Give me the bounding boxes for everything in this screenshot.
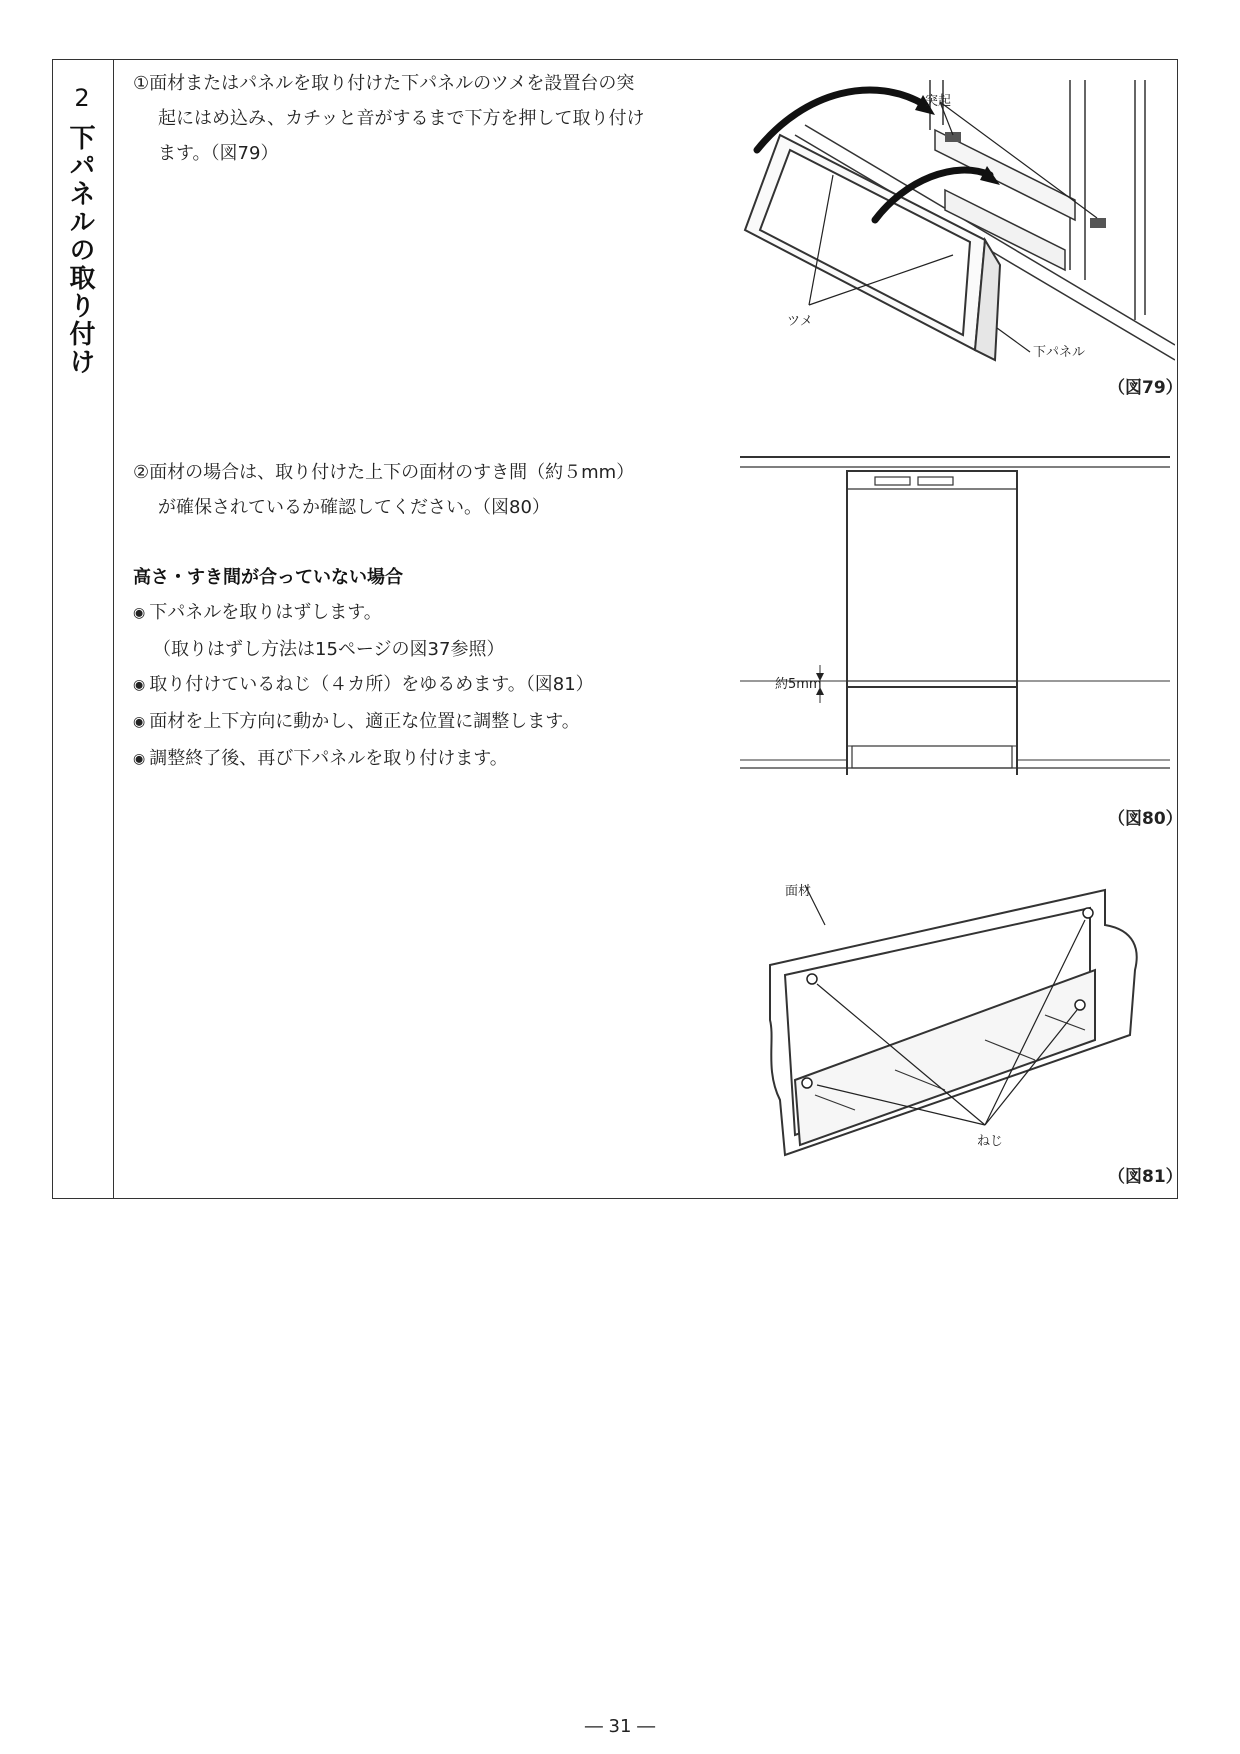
step-number: 2 bbox=[74, 84, 90, 112]
fig79-label-lower-panel: 下パネル bbox=[1033, 345, 1086, 360]
para2-line1: ②面材の場合は、取り付けた上下の面材のすき間（約５mm） bbox=[133, 462, 635, 483]
fig79-caption: （図79） bbox=[1108, 378, 1183, 398]
figure-81 bbox=[765, 880, 1145, 1165]
mismatch-item: ◉ 調整終了後、再び下パネルを取り付けます。 bbox=[133, 741, 594, 778]
mismatch-heading: 高さ・すき間が合っていない場合 bbox=[133, 567, 403, 588]
para2 bbox=[133, 455, 634, 525]
para1-line1: ①面材またはパネルを取り付けた下パネルのツメを設置台の突 bbox=[133, 73, 635, 94]
fig80-label-gap: 約5mm bbox=[775, 677, 822, 692]
step-title: 下パネルの取り付け bbox=[65, 124, 95, 376]
figure-80 bbox=[740, 455, 1170, 775]
step-title-wrap bbox=[67, 124, 99, 454]
figure-79 bbox=[735, 80, 1175, 400]
para1-line3: ます。（図79） bbox=[158, 143, 279, 164]
para1-line2: 起にはめ込み、カチッと音がするまで下方を押して取り付け bbox=[158, 108, 645, 129]
page-number: ― 31 ― bbox=[584, 1716, 656, 1737]
mismatch-item: ◉ 取り付けているねじ（４カ所）をゆるめます。（図81） bbox=[133, 667, 594, 704]
mismatch-item: ◉ 面材を上下方向に動かし、適正な位置に調整します。 bbox=[133, 704, 594, 741]
mismatch-section bbox=[133, 560, 594, 778]
fig81-caption: （図81） bbox=[1108, 1167, 1183, 1187]
fig81-label-face: 面材 bbox=[785, 884, 812, 899]
para2-line2: が確保されているか確認してください。（図80） bbox=[158, 497, 550, 518]
fig79-label-protrusion: 突起 bbox=[925, 94, 952, 109]
fig79-label-claw: ツメ bbox=[787, 314, 813, 329]
fig81-label-screw: ねじ bbox=[977, 1134, 1004, 1149]
step-side-column bbox=[53, 60, 114, 1198]
para1 bbox=[133, 66, 645, 171]
mismatch-item: ◉ 下パネルを取りはずします。 bbox=[133, 595, 594, 632]
mismatch-note: （取りはずし方法は15ページの図37参照） bbox=[153, 639, 505, 660]
fig80-caption: （図80） bbox=[1108, 809, 1183, 829]
